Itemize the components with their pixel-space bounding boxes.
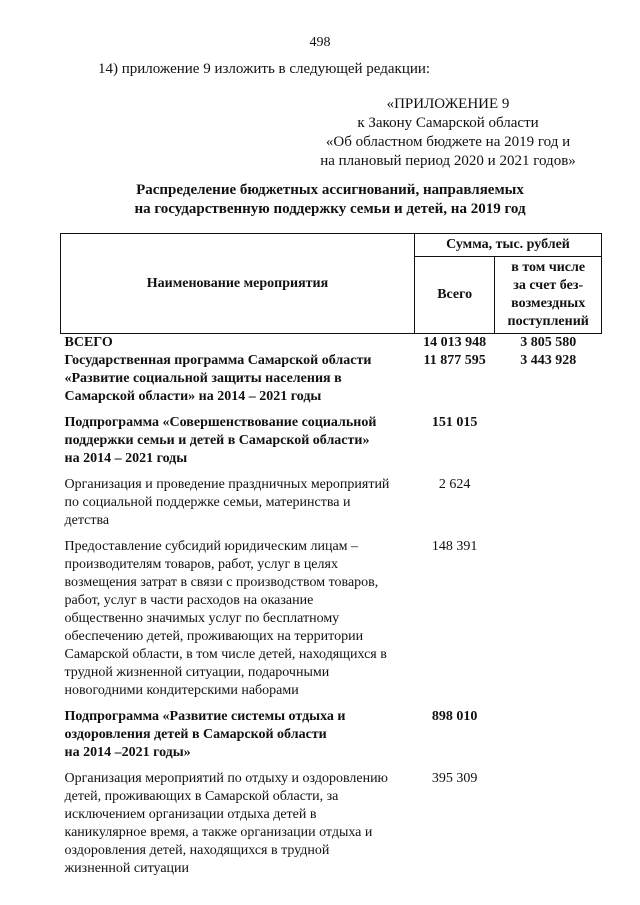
- row-name: [61, 476, 415, 538]
- header-extra-line: за счет без-: [513, 278, 584, 293]
- row-name-line: трудной жизненной ситуации, подарочными: [64, 665, 330, 680]
- header-extra-line: возмездных: [511, 296, 586, 311]
- title-line: на государственную поддержку семьи и детей, на 2019 год: [134, 201, 526, 217]
- row-total: 395 309: [431, 771, 478, 786]
- row-name-line: производителям товаров, работ, услуг в целях: [64, 557, 338, 572]
- row-name-line: общественно значимых услуг по бесплатному: [64, 611, 340, 626]
- row-extra: [495, 538, 602, 708]
- row-name-line: «Развитие социальной защиты населения в: [64, 371, 342, 386]
- row-name-line: Самарской области, в том числе детей, находящихся в: [64, 647, 387, 662]
- row-total: 898 010: [431, 709, 478, 724]
- row-total: 2 624: [438, 477, 471, 492]
- row-name-line: новогодними кондитерскими наборами: [64, 683, 299, 698]
- appendix-line: на плановый период 2020 и 2021 годов»: [320, 153, 576, 169]
- row-name-line: возмещения затрат в связи с производством товаров,: [64, 575, 379, 590]
- header-total: Всего: [414, 257, 494, 334]
- row-total: 151 015: [431, 415, 478, 430]
- header-sum: Сумма, тыс. рублей: [414, 234, 601, 257]
- header-extra-line: в том числе: [511, 260, 586, 275]
- row-extra: 3 443 928: [520, 353, 577, 368]
- header-extra-line: поступлений: [507, 314, 589, 329]
- row-name: [61, 352, 415, 414]
- row-name-line: Предоставление субсидий юридическим лицам –: [64, 539, 359, 554]
- row-name-line: обеспечению детей, проживающих на территории: [64, 629, 364, 644]
- row-name: [61, 770, 415, 878]
- header-extra: [495, 257, 602, 334]
- appendix-line: «Об областном бюджете на 2019 год и: [325, 134, 571, 150]
- row-name-line: поддержки семьи и детей в Самарской области»: [64, 433, 370, 448]
- row-name-line: каникулярное время, а также организации отдыха и: [64, 825, 373, 840]
- budget-table: [60, 233, 602, 878]
- page-number: 498: [309, 35, 331, 50]
- table-row: [61, 708, 602, 770]
- appendix-line: «ПРИЛОЖЕНИЕ 9: [386, 96, 510, 112]
- row-name-line: ВСЕГО: [64, 335, 113, 350]
- row-name-line: оздоровления детей, находящихся в трудной: [64, 843, 330, 858]
- row-name-line: Подпрограмма «Развитие системы отдыха и: [64, 709, 346, 724]
- row-extra: [495, 770, 602, 878]
- row-name: [61, 538, 415, 708]
- row-name-line: работ, услуг в части расходов на оказание: [64, 593, 314, 608]
- row-name-line: оздоровления детей в Самарской области: [64, 727, 327, 742]
- row-name-line: Самарской области» на 2014 – 2021 годы: [64, 389, 322, 404]
- row-name-line: Подпрограмма «Совершенствование социальной: [64, 415, 377, 430]
- intro-text: 14) приложение 9 изложить в следующей редакции:: [98, 61, 431, 77]
- table-row: [61, 476, 602, 538]
- document-title: [60, 181, 600, 219]
- table-row: [61, 352, 602, 414]
- row-name-line: Организация мероприятий по отдыху и оздоровлению: [64, 771, 389, 786]
- table-row: [61, 770, 602, 878]
- row-name-line: Государственная программа Самарской области: [64, 353, 372, 368]
- row-name-line: по социальной поддержке семьи, материнства и: [64, 495, 351, 510]
- row-name: [61, 708, 415, 770]
- row-name-line: Организация и проведение праздничных мероприятий: [64, 477, 390, 492]
- appendix-line: к Закону Самарской области: [357, 115, 539, 131]
- row-name: [61, 414, 415, 476]
- row-extra: [495, 476, 602, 538]
- appendix-heading: [298, 95, 598, 171]
- row-name-line: детства: [64, 513, 110, 528]
- row-name-line: жизненной ситуации: [64, 861, 190, 876]
- row-name-line: на 2014 – 2021 годы: [64, 451, 188, 466]
- title-line: Распределение бюджетных ассигнований, направляемых: [136, 182, 524, 198]
- row-total: 148 391: [431, 539, 478, 554]
- row-name-line: исключением организации отдыха детей в: [64, 807, 317, 822]
- row-name-line: детей, проживающих в Самарской области, за: [64, 789, 339, 804]
- table-row: [61, 414, 602, 476]
- row-name-line: на 2014 –2021 годы»: [64, 745, 191, 760]
- header-name: Наименование мероприятия: [61, 234, 415, 334]
- row-extra: [495, 414, 602, 476]
- row-extra: 3 805 580: [520, 335, 577, 350]
- table-row: [61, 538, 602, 708]
- row-extra: [495, 708, 602, 770]
- row-total: 14 013 948: [423, 335, 487, 350]
- row-name: [61, 334, 415, 353]
- row-total: 11 877 595: [423, 353, 486, 368]
- table-row: [61, 334, 602, 353]
